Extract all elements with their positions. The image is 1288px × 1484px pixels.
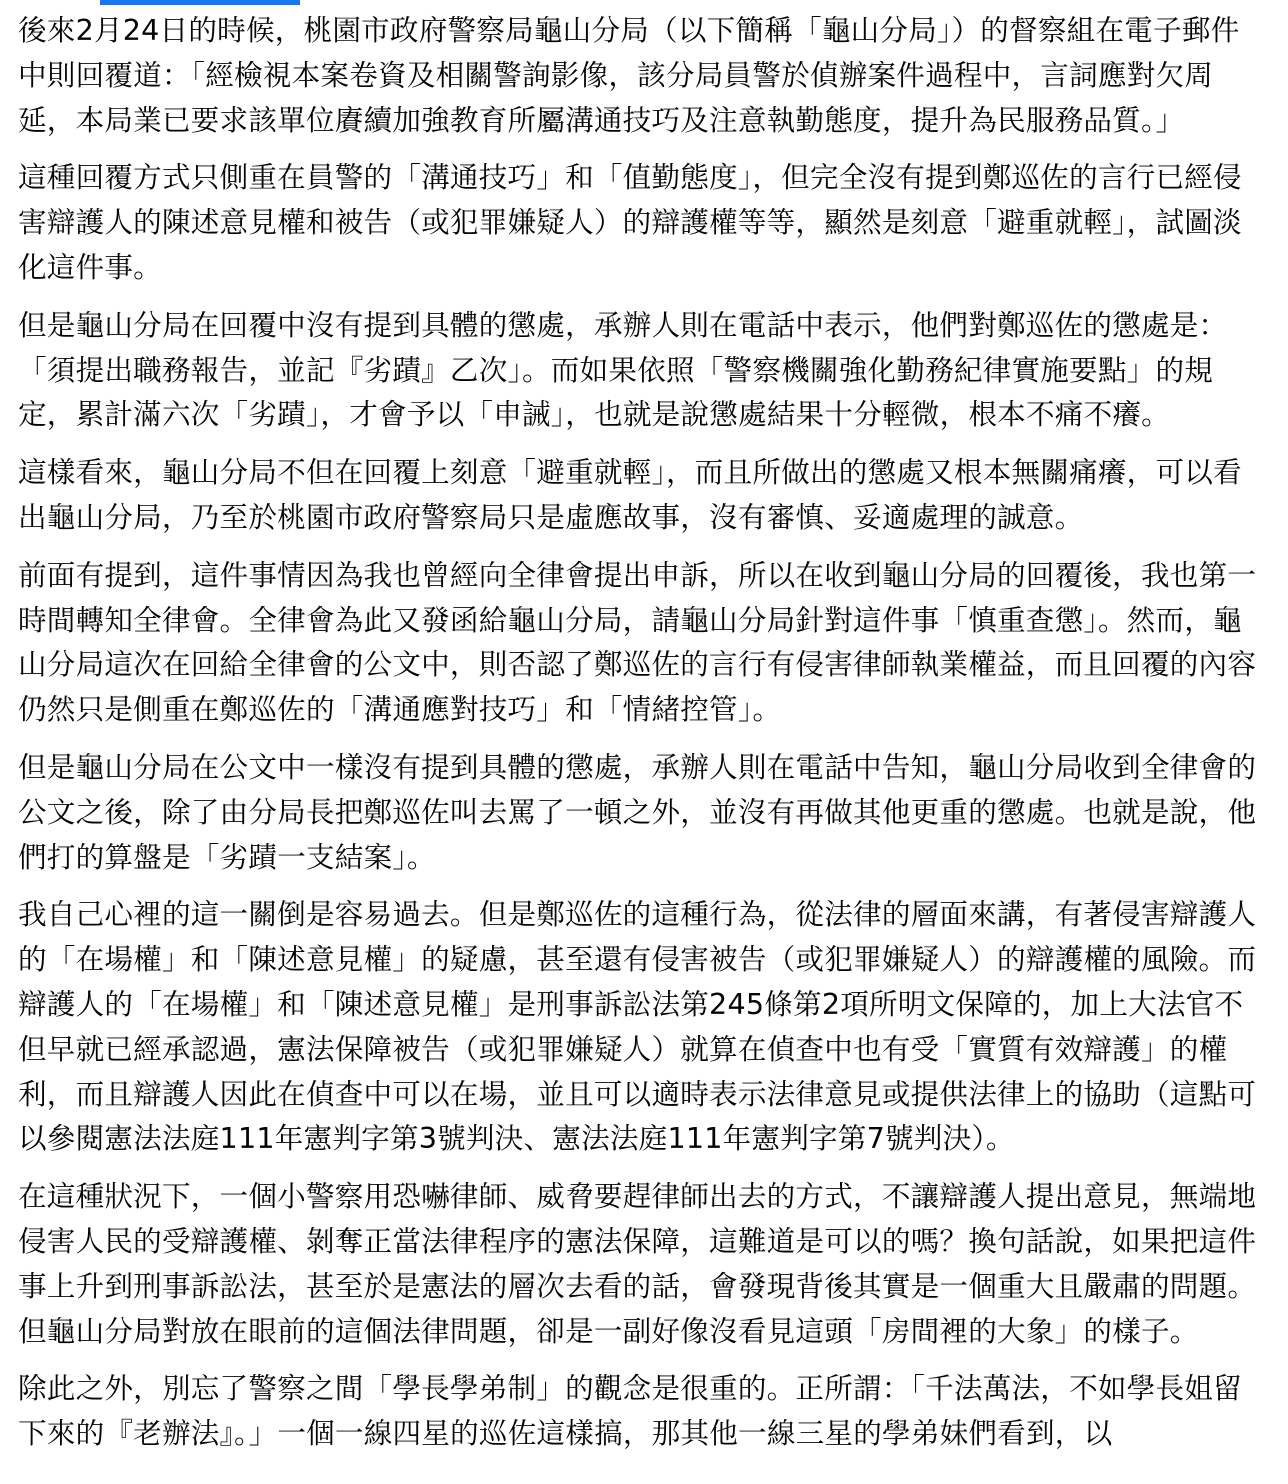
paragraph-5: 前面有提到，這件事情因為我也曾經向全律會提出申訴，所以在收到龜山分局的回覆後，我也第一時間轉知全律會。全律會為此又發函給龜山分局，請龜山分局針對這件事「慎重查懲」。然而，龜山分局這次在回給全律會的公文中，則否認了鄭巡佐的言行有侵害律師執業權益，而且回覆的內容仍然只是側重在鄭巡佐的「溝通應對技巧」和「情緒控管」。 <box>18 557 1257 727</box>
paragraph-6: 但是龜山分局在公文中一樣沒有提到具體的懲處，承辦人則在電話中告知，龜山分局收到全律會的公文之後，除了由分局長把鄭巡佐叫去罵了一頓之外，並沒有再做其他更重的懲處。也就是說，他們打的算盤是「劣蹟一支結案」。 <box>18 749 1257 874</box>
paragraph-4: 這樣看來，龜山分局不但在回覆上刻意「避重就輕」，而且所做出的懲處又根本無關痛癢，可以看出龜山分局，乃至於桃園市政府警察局只是虛應故事，沒有審慎、妥適處理的誠意。 <box>18 455 1242 534</box>
paragraph-1: 後來2月24日的時候，桃園市政府警察局龜山分局（以下簡稱「龜山分局」）的督察組在電子郵件中則回覆道：「經檢視本案卷資及相關警詢影像，該分局員警於偵辦案件過程中，言詞應對欠周延，本局業已要求該單位賡續加強教育所屬溝通技巧及注意執勤態度，提升為民服務品質。」 <box>18 13 1240 137</box>
paragraph-2: 這種回覆方式只側重在員警的「溝通技巧」和「值勤態度」，但完全沒有提到鄭巡佐的言行已經侵害辯護人的陳述意見權和被告（或犯罪嫌疑人）的辯護權等等，顯然是刻意「避重就輕」，試圖淡化這件事。 <box>18 160 1242 284</box>
paragraph-8: 在這種狀況下，一個小警察用恐嚇律師、威脅要趕律師出去的方式，不讓辯護人提出意見，無端地侵害人民的受辯護權、剝奪正當法律程序的憲法保障，這難道是可以的嗎？換句話說，如果把這件事上升到刑事訴訟法，甚至於是憲法的層次去看的話，會發現背後其實是一個重大且嚴肅的問題。但龜山分局對放在眼前的這個法律問題，卻是一副好像沒看見這頭「房間裡的大象」的樣子。 <box>18 1179 1257 1348</box>
paragraph-7: 我自己心裡的這一關倒是容易過去。但是鄭巡佐的這種行為，從法律的層面來講，有著侵害辯護人的「在場權」和「陳述意見權」的疑慮，甚至還有侵害被告（或犯罪嫌疑人）的辯護權的風險。而辯護人的「在場權」和「陳述意見權」是刑事訴訟法第245條第2項所明文保障的，加上大法官不但早就已經承認過，憲法保障被告（或犯罪嫌疑人）就算在偵查中也有受「實質有效辯護」的權利，而且辯護人因此在偵查中可以在場，並且可以適時表示法律意見或提供法律上的協助（這點可以參閱憲法法庭111年憲判字第3號判決、憲法法庭111年憲判字第7號判決）。 <box>18 897 1257 1156</box>
paragraph-9: 除此之外，別忘了警察之間「學長學弟制」的觀念是很重的。正所謂：「千法萬法，不如學長姐留下來的『老辦法』。」一個一線四星的巡佐這樣搞，那其他一線三星的學弟妹們看到，以 <box>18 1371 1242 1451</box>
article-body <box>18 8 1258 1469</box>
paragraph-3: 但是龜山分局在回覆中沒有提到具體的懲處，承辦人則在電話中表示，他們對鄭巡佐的懲處是：「須提出職務報告，並記『劣蹟』乙次」。而如果依照「警察機關強化勤務紀律實施要點」的規定，累計滿六次「劣蹟」，才會予以「申誡」，也就是說懲處結果十分輕微，根本不痛不癢。 <box>18 307 1228 432</box>
page-progress-bar <box>100 0 300 5</box>
